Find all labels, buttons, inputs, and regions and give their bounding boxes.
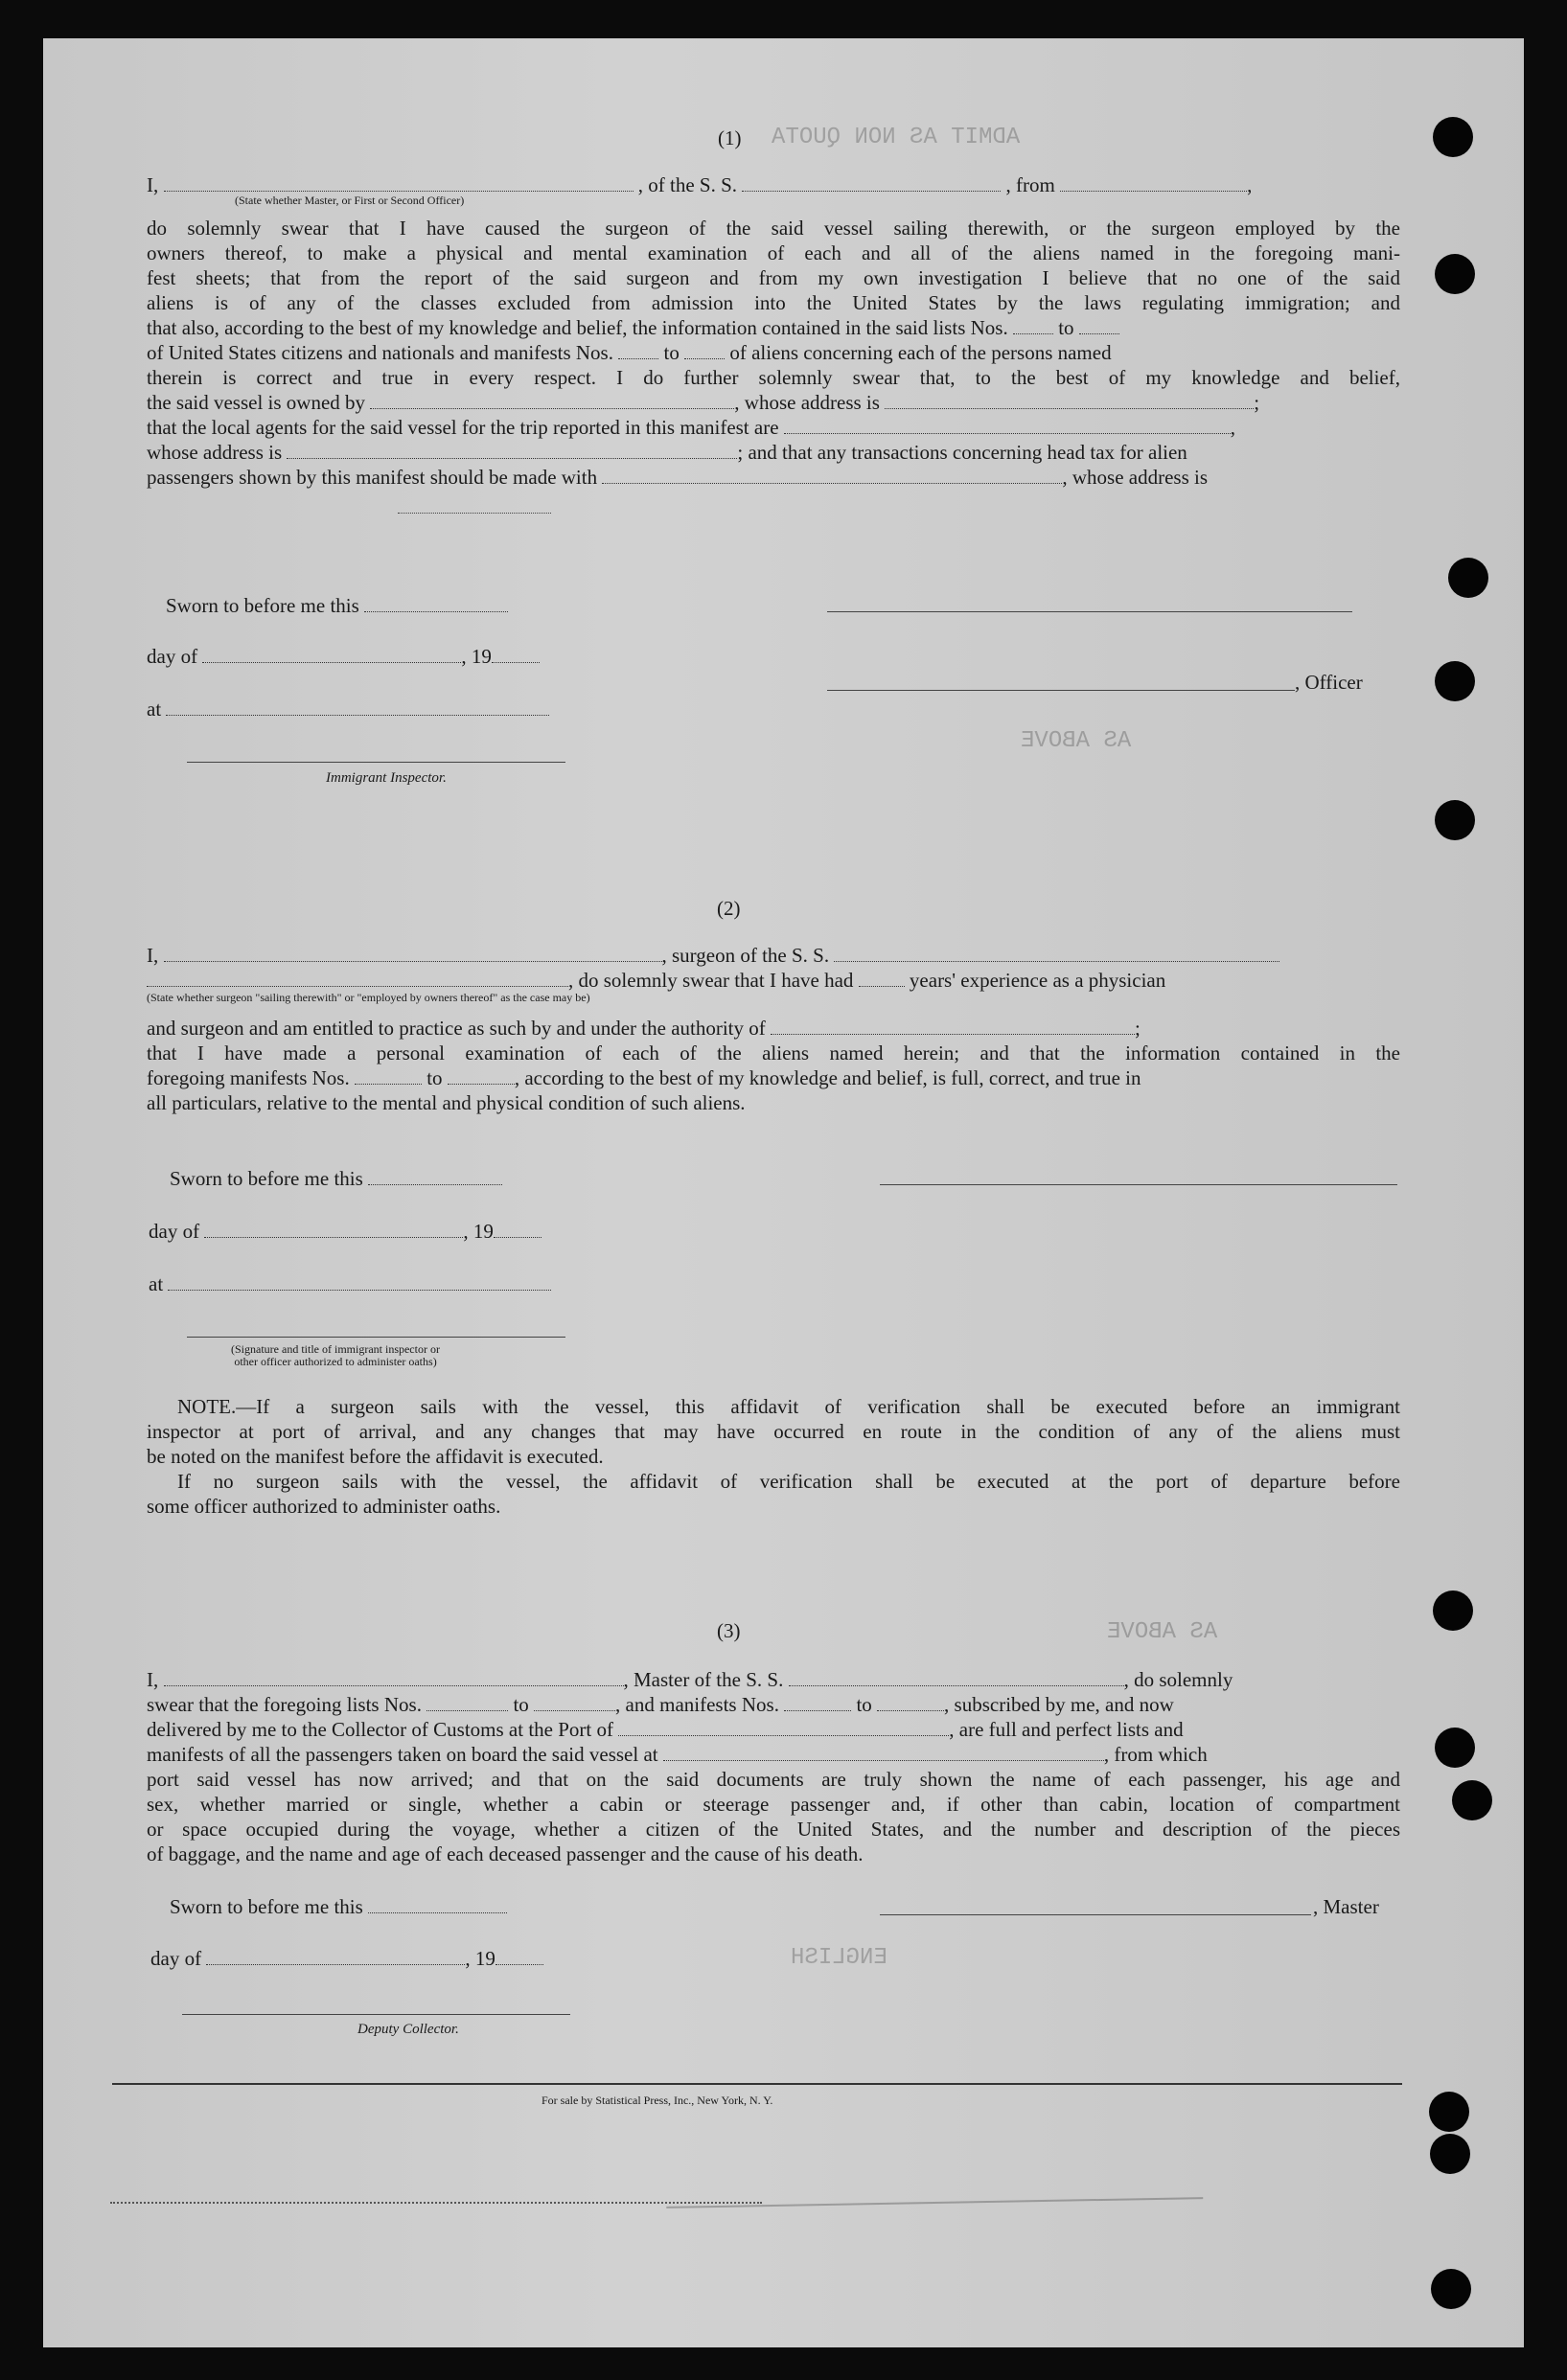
s3-collector-line[interactable] (182, 2014, 570, 2015)
master-label: , Master (1313, 1895, 1379, 1918)
s2-line: that I have made a personal examination of each of the aliens named herein; and that the information contained in the (147, 1041, 1400, 1064)
owner-field[interactable] (370, 392, 734, 409)
lists-from-field[interactable] (1013, 317, 1053, 334)
bleed-through-text: AS ABOVE (1021, 728, 1132, 754)
label-from: , from (1005, 173, 1055, 196)
s3-line: of baggage, and the name and age of each deceased passenger and the cause of his death. (147, 1842, 864, 1865)
s3-line-i: I, , Master of the S. S. , do solemnly (147, 1668, 1233, 1691)
punch-hole (1452, 1780, 1492, 1820)
dotted-line (110, 2202, 762, 2204)
punch-hole (1430, 2134, 1470, 2174)
master-caption: (State whether Master, or First or Second Officer) (235, 194, 465, 207)
section-2-number: (2) (717, 897, 741, 920)
surgeon-name-field[interactable] (164, 945, 662, 962)
note-line: NOTE.—If a surgeon sails with the vessel, this affidavit of verification shall be executed before an immigrant (177, 1395, 1400, 1418)
agents-address-field[interactable] (287, 442, 737, 459)
s1-line-lists: that also, according to the best of my knowledge and belief, the information contained in the said lists Nos. to (147, 315, 1400, 340)
surgeon-caption: (State whether surgeon "sailing therewith" or "employed by owners thereof" as the case may be) (147, 991, 590, 1004)
s3-sworn: Sworn to before me this (170, 1895, 507, 1919)
address-line (398, 513, 551, 514)
s3-vessel-field[interactable] (789, 1669, 1124, 1686)
s1-line: therein is correct and true in every respect. I do further solemnly swear that, to the best of my knowledge and belief, (147, 366, 1400, 389)
from-field[interactable] (1060, 174, 1247, 192)
deputy-collector-label: Deputy Collector. (357, 2022, 459, 2037)
officer-label: , Officer (1295, 671, 1363, 694)
s3-line-manifests: manifests of all the passengers taken on board the said vessel at , from which (147, 1743, 1208, 1766)
s3-line: or space occupied during the voyage, whether a citizen of the United States, and the number and description of the pieces (147, 1818, 1400, 1841)
punch-hole (1435, 800, 1475, 840)
s1-line: owners thereof, to make a physical and mental examination of each and all of the aliens named in the foregoing mani- (147, 241, 1400, 264)
printer-footer: For sale by Statistical Press, Inc., New York, N. Y. (542, 2094, 773, 2107)
s2-sworn: Sworn to before me this (170, 1167, 502, 1191)
vessel-field[interactable] (742, 174, 1001, 192)
manifests-from-field[interactable] (618, 342, 658, 359)
s1-inspector-line[interactable] (187, 762, 565, 763)
s1-line-owned: the said vessel is owned by , whose address is ; (147, 391, 1260, 414)
s1-line-manifests: of United States citizens and nationals and manifests Nos. to of aliens concerning each of the persons named (147, 341, 1112, 364)
s1-at: at (147, 698, 549, 721)
s2-line-i: I, , surgeon of the S. S. (147, 943, 1400, 968)
bleed-through-text: ENGLISH (791, 1945, 887, 1971)
owner-address-field[interactable] (885, 392, 1254, 409)
s1-day: day of , 19 (147, 645, 540, 669)
s1-line-headtax: passengers shown by this manifest should be made with , whose address is (147, 466, 1209, 489)
section-3-number: (3) (717, 1619, 741, 1642)
s2-line-manifests: foregoing manifests Nos. to , according to the best of my knowledge and belief, is full, correct, and true in (147, 1066, 1141, 1089)
note-line: some officer authorized to administer oaths. (147, 1495, 501, 1518)
punch-hole (1435, 1728, 1475, 1768)
punch-hole (1431, 2269, 1471, 2309)
s1-line: do solemnly swear that I have caused the surgeon of the said vessel sailing therewith, or the surgeon employed by the (147, 217, 1400, 240)
section-1-line-i: I, , of the S. S. , from , (147, 173, 1253, 196)
punch-hole (1433, 1590, 1473, 1631)
lists-to-field[interactable] (1079, 317, 1119, 334)
s1-officer-line-1[interactable] (827, 611, 1352, 612)
s1-line-agents: that the local agents for the said vessel for the trip reported in this manifest are , (147, 416, 1236, 439)
punch-hole (1448, 558, 1488, 598)
s2-line-swear: , do solemnly swear that I have had years' experience as a physician (147, 968, 1400, 993)
boarding-port-field[interactable] (663, 1744, 1104, 1761)
label-of-ss: , of the S. S. (637, 173, 738, 196)
surgeon-vessel-field[interactable] (834, 945, 1279, 962)
years-field[interactable] (859, 970, 905, 987)
s1-line-address: whose address is ; and that any transactions concerning head tax for alien (147, 441, 1187, 464)
port-field[interactable] (618, 1719, 949, 1736)
s1-sworn: Sworn to before me this (166, 594, 508, 618)
punch-hole (1435, 661, 1475, 701)
label-i: I, (147, 173, 159, 196)
s2-line-authority: and surgeon and am entitled to practice as such by and under the authority of ; (147, 1017, 1141, 1040)
punch-hole (1435, 254, 1475, 294)
immigrant-inspector-label: Immigrant Inspector. (326, 770, 447, 786)
footer-rule (112, 2083, 1402, 2085)
s1-line: fest sheets; that from the report of the said surgeon and from my own investigation I believe that no one of the said (147, 266, 1400, 289)
s3-line: port said vessel has now arrived; and that on the said documents are truly shown the name of each passenger, his age and (147, 1768, 1400, 1791)
master-field[interactable] (164, 174, 634, 192)
agents-field[interactable] (784, 417, 1231, 434)
note-line: If no surgeon sails with the vessel, the affidavit of verification shall be executed at the port of departure before (177, 1470, 1400, 1493)
s2-at: at (149, 1272, 551, 1296)
s3-line: sex, whether married or single, whether a cabin or steerage passenger and, if other than cabin, location of compartment (147, 1793, 1400, 1816)
s2-line: all particulars, relative to the mental and physical condition of such aliens. (147, 1091, 746, 1114)
headtax-field[interactable] (602, 467, 1062, 484)
s2-day: day of , 19 (149, 1220, 542, 1244)
s1-officer-line-2[interactable] (827, 690, 1295, 691)
section-1-number: (1) (718, 126, 742, 149)
bleed-through-text: AS ABOVE (1107, 1619, 1218, 1645)
s3-line-delivered: delivered by me to the Collector of Customs at the Port of , are full and perfect lists and (147, 1718, 1184, 1741)
punch-hole (1429, 2092, 1469, 2132)
note-line: inspector at port of arrival, and any changes that may have occurred en route in the condition of any of the aliens must (147, 1420, 1400, 1443)
s2-signature-line[interactable] (187, 1337, 565, 1338)
manifests-to-field[interactable] (684, 342, 725, 359)
s3-line-lists: swear that the foregoing lists Nos. to , and manifests Nos. to , subscribed by me, and now (147, 1693, 1174, 1716)
s1-line: aliens is of any of the classes excluded from admission into the United States by the laws regulating immigration; and (147, 291, 1400, 314)
s2-officer-line[interactable] (880, 1184, 1397, 1185)
bleed-through-text: ADMIT AS NON QUOTA (772, 125, 1021, 150)
authority-field[interactable] (771, 1018, 1135, 1035)
s3-master-line[interactable] (880, 1914, 1311, 1915)
manifest-verification-page (43, 38, 1524, 2347)
punch-hole (1433, 117, 1473, 157)
s2-sig-caption: (Signature and title of immigrant inspector or other officer authorized to administer oaths) (231, 1342, 440, 1368)
note-line: be noted on the manifest before the affidavit is executed. (147, 1445, 604, 1468)
s3-master-field[interactable] (164, 1669, 624, 1686)
s3-day: day of , 19 (150, 1947, 543, 1971)
